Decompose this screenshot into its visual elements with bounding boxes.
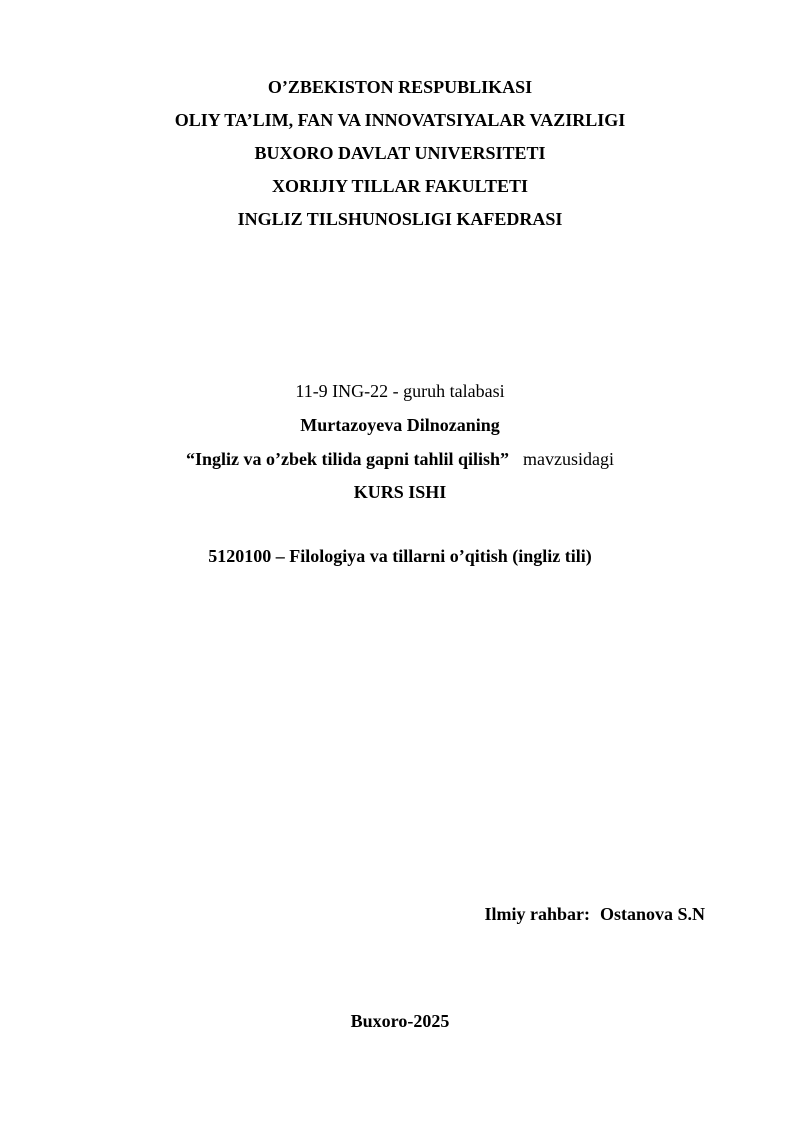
header-ministry: OLIY TA’LIM, FAN VA INNOVATSIYALAR VAZIRLIGI: [174, 110, 626, 130]
student-name: Murtazoyeva Dilnozaning: [300, 415, 500, 435]
header-country: O’ZBEKISTON RESPUBLIKASI: [267, 77, 533, 97]
supervisor: [0, 903, 705, 925]
topic-title: “Ingliz va o’zbek tilida gapni tahlil qilish”: [185, 449, 510, 469]
city-year: Buxoro-2025: [350, 1011, 450, 1031]
header-faculty: XORIJIY TILLAR FAKULTETI: [271, 176, 529, 196]
topic-suffix: mavzusidagi: [523, 449, 615, 469]
header-university: BUXORO DAVLAT UNIVERSITETI: [254, 143, 546, 163]
supervisor-name: Ostanova S.N: [599, 904, 705, 924]
work-type: KURS ISHI: [353, 482, 447, 502]
student-group: 11-9 ING-22 - guruh talabasi: [295, 381, 505, 401]
supervisor-label: Ilmiy rahbar:: [484, 904, 590, 924]
header-department: INGLIZ TILSHUNOSLIGI KAFEDRASI: [237, 209, 563, 229]
topic-line: [0, 448, 800, 470]
specialty: 5120100 – Filologiya va tillarni o’qitish (ingliz tili): [208, 546, 592, 566]
